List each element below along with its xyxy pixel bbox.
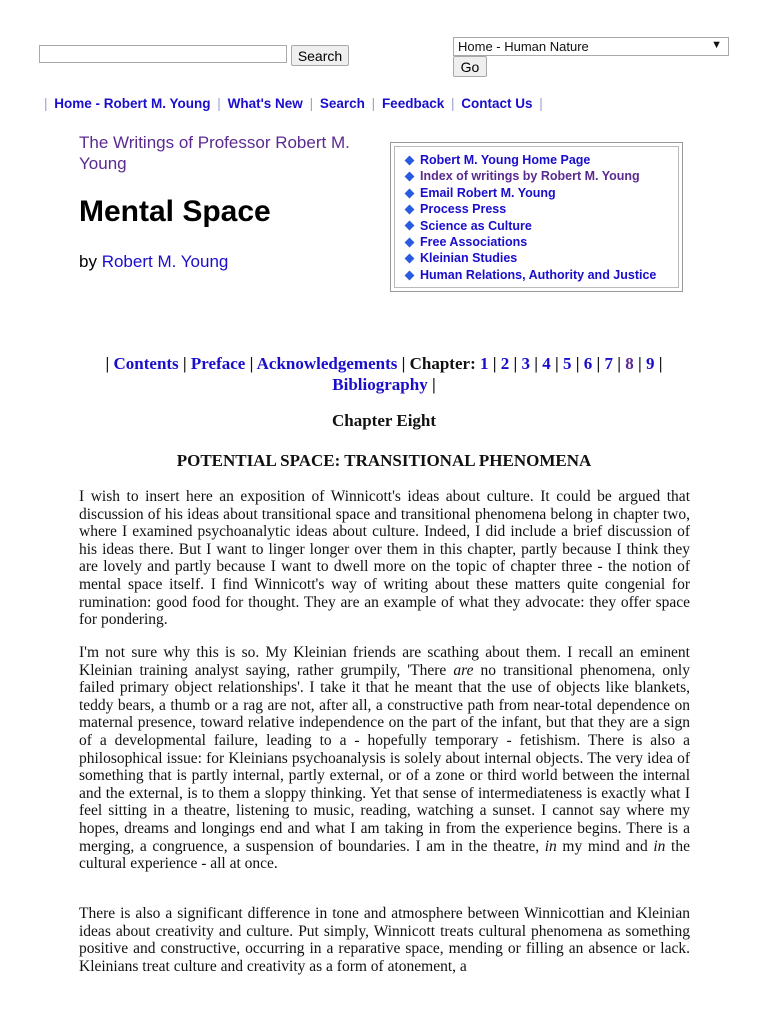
link-item bbox=[404, 218, 678, 234]
chapter-link-3[interactable]: 3 bbox=[521, 354, 530, 373]
chapter-heading: Chapter Eight bbox=[331, 411, 437, 430]
chapter-link-6[interactable]: 6 bbox=[583, 354, 593, 373]
link-process-press[interactable]: Process Press bbox=[420, 202, 507, 217]
diamond-bullet-icon bbox=[405, 221, 415, 231]
chapter-link-1[interactable]: 1 bbox=[479, 354, 489, 373]
body-paragraph: I wish to insert here an exposition of Winnicott's ideas about culture. It could be argued that discussion of his ideas about transitional space and transitional phenomena belong in chapter two, where I examined psychoanalytic ideas about culture. Indeed, I did include a brief discussion of his ideas there. But I want to linger longer over them in this chapter, partly because I think they are lovely and partly because I want to dwell more on the topic of chapter three - the notion of mental space itself. I find Winnicott's way of writing about these matters quite congenial for rumination: good food for thought. They are an example of what they advocate: they offer space for pondering. bbox=[79, 488, 690, 629]
nav-preface[interactable]: Preface bbox=[190, 354, 246, 373]
page-title: Mental Space bbox=[79, 195, 271, 228]
site-select-value: Home - Human Nature bbox=[458, 39, 589, 54]
chapter-link-8[interactable]: 8 bbox=[625, 354, 634, 373]
diamond-bullet-icon bbox=[405, 237, 415, 247]
link-item bbox=[404, 168, 678, 184]
diamond-bullet-icon bbox=[405, 172, 415, 182]
chapter-link-9[interactable]: 9 bbox=[645, 354, 655, 373]
link-kleinian-studies[interactable]: Kleinian Studies bbox=[420, 251, 518, 266]
site-title: The Writings of Professor Robert M. Young bbox=[79, 133, 350, 173]
nav-acknowledgements[interactable]: Acknowledgements bbox=[256, 354, 398, 373]
diamond-bullet-icon bbox=[405, 155, 415, 165]
chapter-link-2[interactable]: 2 bbox=[500, 354, 510, 373]
diamond-bullet-icon bbox=[405, 254, 415, 264]
nav-contact-us[interactable]: Contact Us bbox=[461, 96, 533, 111]
link-free-associations[interactable]: Free Associations bbox=[420, 235, 528, 250]
chapter-link-7[interactable]: 7 bbox=[604, 354, 613, 373]
chapter-label: Chapter: bbox=[409, 354, 476, 373]
byline bbox=[79, 252, 228, 272]
top-navigation: | Home - Robert M. Young | What's New | Search | Feedback | Contact Us | bbox=[44, 96, 543, 111]
link-item bbox=[404, 250, 678, 266]
link-science-as-culture[interactable]: Science as Culture bbox=[420, 218, 532, 233]
link-item bbox=[404, 234, 678, 250]
nav-bibliography[interactable]: Bibliography bbox=[332, 375, 428, 394]
link-index-of-writings[interactable]: Index of writings by Robert M. Young bbox=[420, 169, 640, 184]
link-human-relations[interactable]: Human Relations, Authority and Justice bbox=[420, 267, 657, 282]
diamond-bullet-icon bbox=[405, 204, 415, 214]
link-item bbox=[404, 201, 678, 217]
nav-search[interactable]: Search bbox=[319, 96, 365, 111]
diamond-bullet-icon bbox=[405, 270, 415, 280]
body-paragraph: There is also a significant difference in tone and atmosphere between Winnicottian and Kleinian ideas about creativity and culture. Put simply, Winnicott treats cultural phenomena as something positive and constructive, occurring in a reparative space, mending or filling an absence or lack. Kleinians treat culture and creativity as a form of atonement, a bbox=[79, 905, 690, 975]
nav-feedback[interactable]: Feedback bbox=[381, 96, 445, 111]
byline-prefix: by bbox=[79, 252, 97, 271]
link-item bbox=[404, 152, 678, 168]
chapter-navigation: | Contents | Preface | Acknowledgements | Chapter: 1 | 2 | 3 | 4 | 5 | 6 | 7 | 8 | 9 | Bibliography | bbox=[105, 354, 663, 394]
section-heading: POTENTIAL SPACE: TRANSITIONAL PHENOMENA bbox=[176, 451, 592, 470]
link-item bbox=[404, 185, 678, 201]
search-input[interactable] bbox=[39, 45, 287, 63]
search-button[interactable]: Search bbox=[291, 45, 349, 66]
related-links-box bbox=[390, 142, 683, 292]
chevron-down-icon: ▼ bbox=[711, 39, 722, 51]
diamond-bullet-icon bbox=[405, 188, 415, 198]
link-home-page[interactable]: Robert M. Young Home Page bbox=[420, 153, 591, 167]
body-paragraph: I'm not sure why this is so. My Kleinian friends are scathing about them. I recall an eminent Kleinian training analyst saying, rather grumpily, 'There are no transitional phenomena, only failed primary object relationships'. I take it that he meant that the use of objects like blankets, teddy bears, a thumb or a rag are not, after all, a constructive path from near-total dependence on maternal presence, toward relative independence on the part of the infant, but that they are a sign of a developmental failure, leading to a - hopefully temporary - fetishism. There is also a philosophical issue: for Kleinians psychoanalysis is solely about internal objects. The very idea of something that is partly internal, partly external, or of a zone or third world between the internal and the external, is to them a sloppy thinking. Yet that sense of intermediateness is exactly what I feel sitting in a theatre, listening to music, reading, watching a sunset. I cannot say where my hopes, dreams and longings end and what I am taking in from the experience begins. There is a merging, a congruence, a suspension of boundaries. I am in the theatre, in my mind and in the cultural experience - all at once. bbox=[79, 644, 690, 873]
chapter-link-4[interactable]: 4 bbox=[542, 354, 551, 373]
author-link[interactable]: Robert M. Young bbox=[101, 252, 229, 271]
nav-contents[interactable]: Contents bbox=[113, 354, 179, 373]
site-select[interactable] bbox=[453, 37, 729, 56]
chapter-link-5[interactable]: 5 bbox=[562, 354, 572, 373]
nav-home[interactable]: Home - Robert M. Young bbox=[54, 96, 211, 111]
nav-whats-new[interactable]: What's New bbox=[227, 96, 303, 111]
go-button[interactable]: Go bbox=[453, 56, 487, 77]
link-item bbox=[404, 267, 678, 283]
link-email[interactable]: Email Robert M. Young bbox=[420, 185, 556, 200]
